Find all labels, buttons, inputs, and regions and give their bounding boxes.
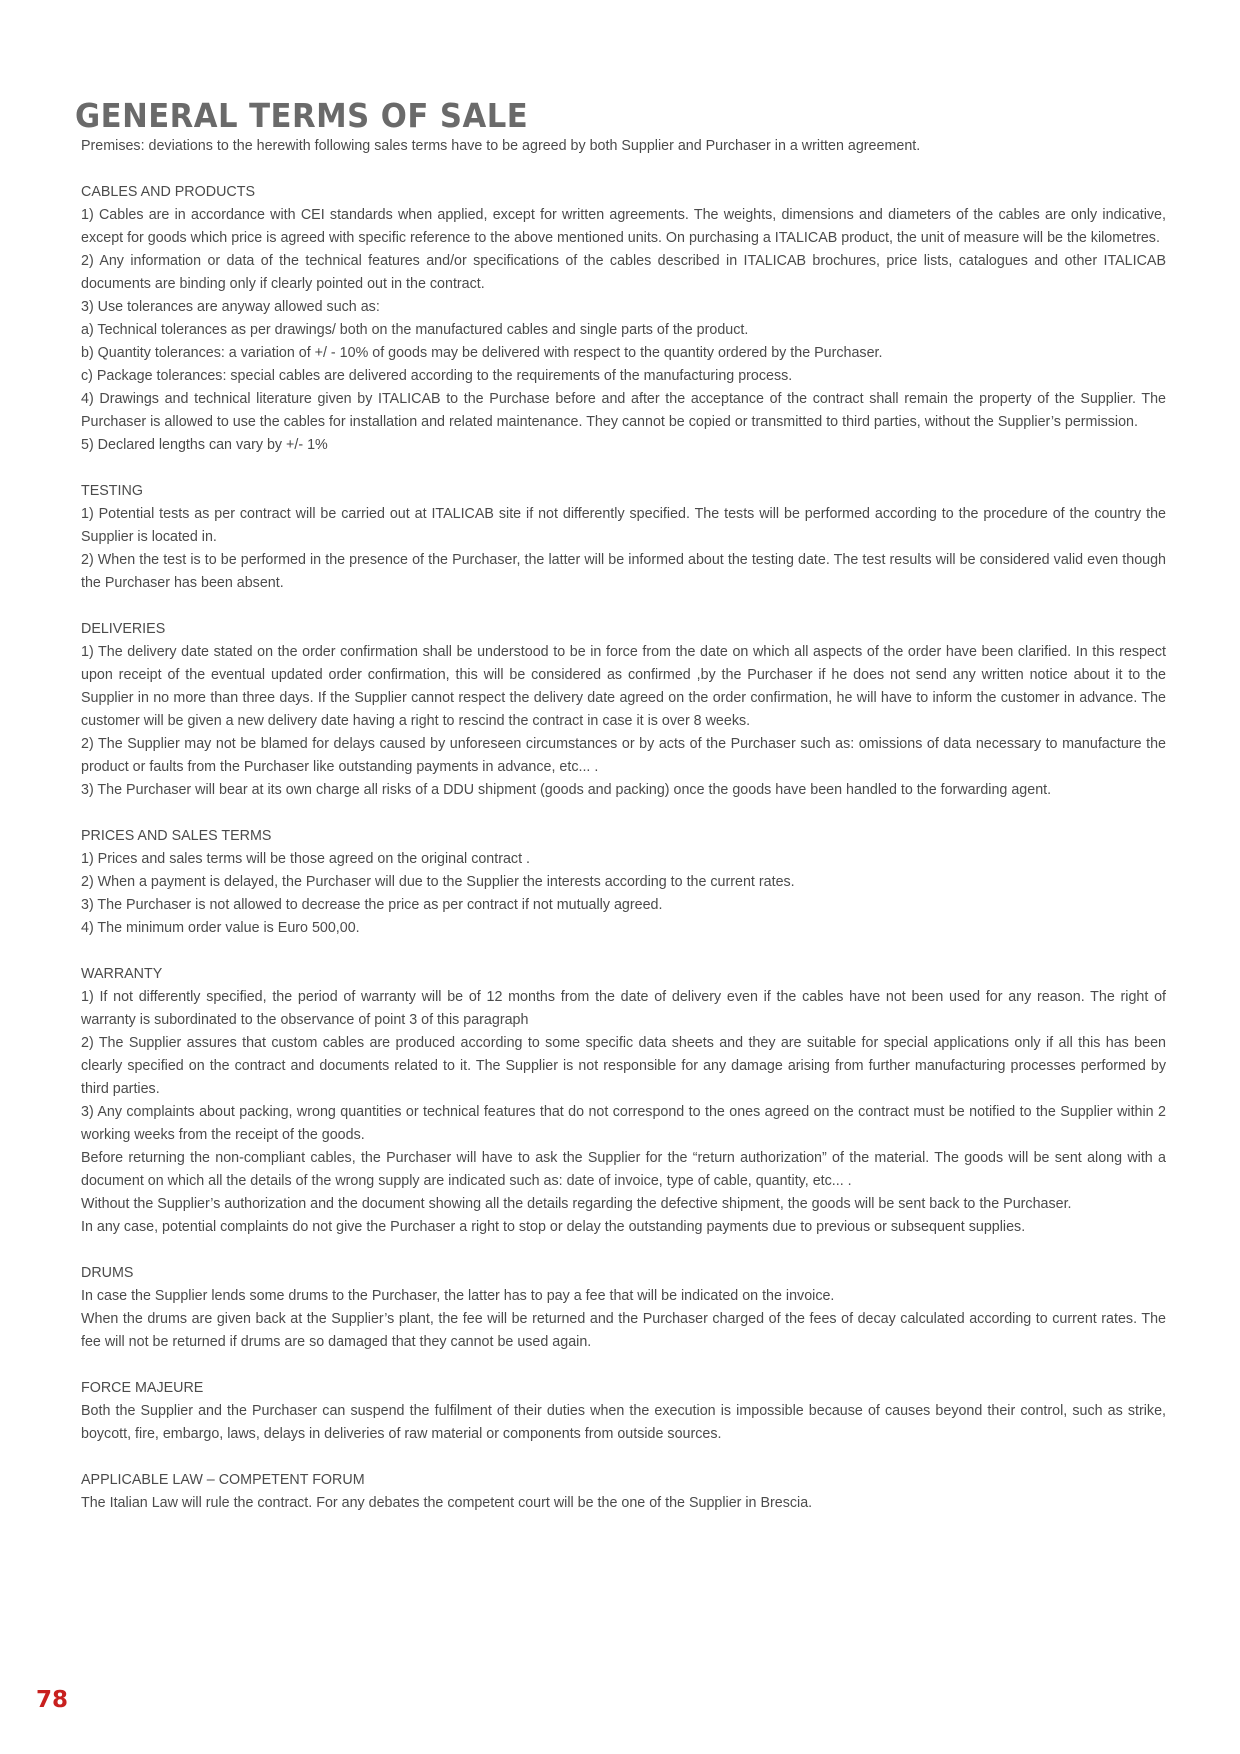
section-heading: DRUMS [81, 1265, 134, 1281]
section-paragraph: 2) The Supplier may not be blamed for delays caused by unforeseen circumstances or by acts of the Purchaser such as: omissions of data necessary to manufacture the product or faults from the Purchaser like outstanding payments in advance, etc... . [81, 736, 1166, 775]
section-heading: PRICES AND SALES TERMS [81, 828, 272, 844]
section-drums [81, 1262, 1166, 1354]
section-heading: WARRANTY [81, 966, 163, 982]
section-paragraph: 5) Declared lengths can vary by +/- 1% [81, 437, 328, 453]
section-paragraph: In any case, potential complaints do not give the Purchaser a right to stop or delay the outstanding payments due to previous or subsequent supplies. [81, 1219, 1026, 1235]
section-paragraph: 4) The minimum order value is Euro 500,00. [81, 920, 360, 936]
section-paragraph: When the drums are given back at the Supplier’s plant, the fee will be returned and the Purchaser charged of the fees of decay calculated according to current rates. The fee will not be returned if drums are so damaged that they cannot be used again. [81, 1311, 1166, 1350]
section-paragraph: a) Technical tolerances as per drawings/ both on the manufactured cables and single parts of the product. [81, 322, 749, 338]
section-paragraph: 1) If not differently specified, the period of warranty will be of 12 months from the date of delivery even if the cables have not been used for any reason. The right of warranty is subordinated to the observance of point 3 of this paragraph [81, 989, 1166, 1028]
section-paragraph: 1) Potential tests as per contract will be carried out at ITALICAB site if not differently specified. The tests will be performed according to the procedure of the country the Supplier is located in. [81, 506, 1166, 545]
page-number: 78 [36, 1687, 69, 1713]
section-heading: APPLICABLE LAW – COMPETENT FORUM [81, 1472, 365, 1488]
section-testing [81, 480, 1166, 595]
section-paragraph: Without the Supplier’s authorization and the document showing all the details regarding the defective shipment, the goods will be sent back to the Purchaser. [81, 1196, 1072, 1212]
section-heading: TESTING [81, 483, 143, 499]
section-paragraph: 2) The Supplier assures that custom cables are produced according to some specific data sheets and they are suitable for special applications only if all this has been clearly specified on the contract and documents related to it. The Supplier is not responsible for any damage arising from further manufacturing processes performed by third parties. [81, 1035, 1166, 1097]
document-body [81, 135, 1166, 1538]
section-applicable-law-competent-forum [81, 1469, 1166, 1515]
section-paragraph: 2) When a payment is delayed, the Purchaser will due to the Supplier the interests according to the current rates. [81, 874, 795, 890]
section-prices-and-sales-terms [81, 825, 1166, 940]
section-paragraph: 3) Use tolerances are anyway allowed such as: [81, 299, 380, 315]
section-force-majeure [81, 1377, 1166, 1446]
section-paragraph: 3) The Purchaser will bear at its own charge all risks of a DDU shipment (goods and packing) once the goods have been handled to the forwarding agent. [81, 782, 1052, 798]
section-cables-and-products [81, 181, 1166, 457]
section-paragraph: 1) Prices and sales terms will be those agreed on the original contract . [81, 851, 530, 867]
section-paragraph: 2) When the test is to be performed in the presence of the Purchaser, the latter will be informed about the testing date. The test results will be considered valid even though the Purchaser has been absent. [81, 552, 1166, 591]
section-paragraph: Before returning the non-compliant cables, the Purchaser will have to ask the Supplier for the “return authorization” of the material. The goods will be sent along with a document on which all the details of the wrong supply are indicated such as: date of invoice, type of cable, quantity, etc... . [81, 1150, 1166, 1189]
section-deliveries [81, 618, 1166, 802]
sections-container [81, 181, 1166, 1515]
section-paragraph: The Italian Law will rule the contract. For any debates the competent court will be the one of the Supplier in Brescia. [81, 1495, 813, 1511]
section-paragraph: 2) Any information or data of the technical features and/or specifications of the cables described in ITALICAB brochures, price lists, catalogues and other ITALICAB documents are binding only if clearly pointed out in the contract. [81, 253, 1166, 292]
section-paragraph: Both the Supplier and the Purchaser can suspend the fulfilment of their duties when the execution is impossible because of causes beyond their control, such as strike, boycott, fire, embargo, laws, delays in deliveries of raw material or components from outside sources. [81, 1403, 1166, 1442]
section-paragraph: 4) Drawings and technical literature given by ITALICAB to the Purchase before and after the acceptance of the contract shall remain the property of the Supplier. The Purchaser is allowed to use the cables for installation and related maintenance. They cannot be copied or transmitted to third parties, without the Supplier’s permission. [81, 391, 1166, 430]
section-paragraph: 1) Cables are in accordance with CEI standards when applied, except for written agreements. The weights, dimensions and diameters of the cables are only indicative, except for goods which price is agreed with specific reference to the above mentioned units. On purchasing a ITALICAB product, the unit of measure will be the kilometres. [81, 207, 1166, 246]
section-paragraph: 1) The delivery date stated on the order confirmation shall be understood to be in force from the date on which all aspects of the order have been clarified. In this respect upon receipt of the eventual updated order confirmation, this will be considered as confirmed ,by the Purchaser if he does not send any written notice about it to the Supplier in no more than three days. If the Supplier cannot respect the delivery date agreed on the order confirmation, he will have to inform the customer in advance. The customer will be given a new delivery date having a right to rescind the contract in case it is over 8 weeks. [81, 644, 1166, 729]
section-heading: FORCE MAJEURE [81, 1380, 204, 1396]
section-heading: DELIVERIES [81, 621, 166, 637]
section-paragraph: 3) The Purchaser is not allowed to decrease the price as per contract if not mutually agreed. [81, 897, 663, 913]
section-paragraph: In case the Supplier lends some drums to the Purchaser, the latter has to pay a fee that will be indicated on the invoice. [81, 1288, 835, 1304]
section-heading: CABLES AND PRODUCTS [81, 184, 255, 200]
section-paragraph: c) Package tolerances: special cables are delivered according to the requirements of the manufacturing process. [81, 368, 793, 384]
section-paragraph: b) Quantity tolerances: a variation of +/ - 10% of goods may be delivered with respect to the quantity ordered by the Purchaser. [81, 345, 883, 361]
section-paragraph: 3) Any complaints about packing, wrong quantities or technical features that do not correspond to the ones agreed on the contract must be notified to the Supplier within 2 working weeks from the receipt of the goods. [81, 1104, 1166, 1143]
page-title: GENERAL TERMS OF SALE [75, 96, 529, 135]
section-warranty [81, 963, 1166, 1239]
intro-paragraph: Premises: deviations to the herewith following sales terms have to be agreed by both Supplier and Purchaser in a written agreement. [81, 138, 921, 154]
